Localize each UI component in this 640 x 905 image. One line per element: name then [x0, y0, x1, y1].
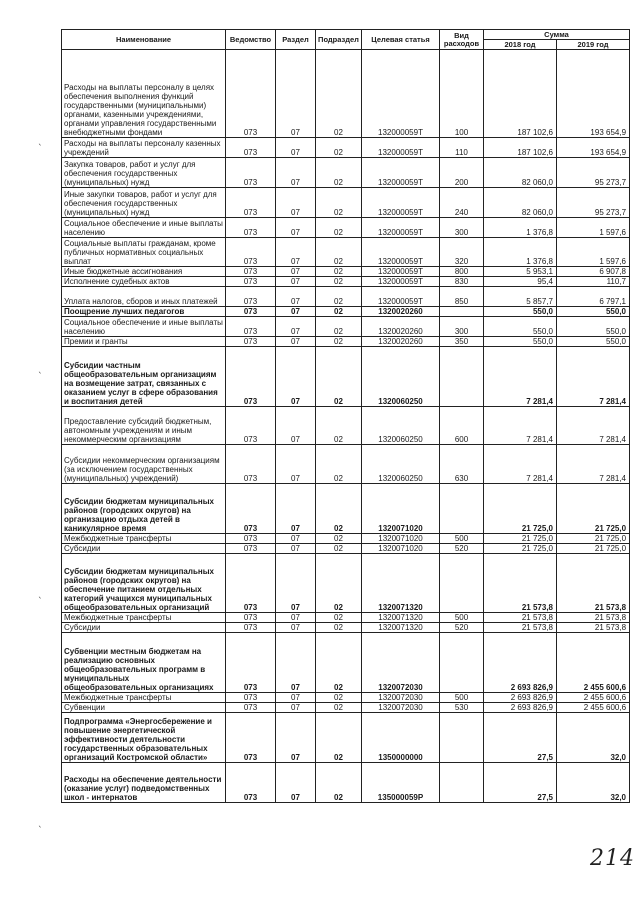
row-razdel: 07 [276, 484, 316, 534]
row-podrazdel: 02 [316, 534, 362, 544]
row-podrazdel: 02 [316, 445, 362, 484]
row-statya: 132000059Т [362, 238, 440, 267]
budget-table [61, 29, 630, 803]
row-razdel: 07 [276, 623, 316, 633]
table-row [62, 613, 630, 623]
row-sum-2018: 1 376,8 [484, 218, 557, 238]
margin-mark: ` [38, 597, 43, 607]
row-statya: 132000059Т [362, 138, 440, 158]
row-sum-2019: 21 725,0 [557, 534, 630, 544]
row-vid: 110 [440, 138, 484, 158]
table-row [62, 445, 630, 484]
row-podrazdel: 02 [316, 50, 362, 138]
table-row [62, 238, 630, 267]
row-vedomstvo: 073 [226, 347, 276, 407]
row-name: Иные бюджетные ассигнования [62, 267, 226, 277]
row-razdel: 07 [276, 188, 316, 218]
row-vid: 600 [440, 407, 484, 445]
header-year-2018: 2018 год [484, 40, 557, 50]
row-sum-2019: 95 273,7 [557, 188, 630, 218]
table-row [62, 307, 630, 317]
table-row [62, 407, 630, 445]
row-vid: 850 [440, 287, 484, 307]
row-podrazdel: 02 [316, 407, 362, 445]
row-vid: 520 [440, 623, 484, 633]
row-sum-2018: 95,4 [484, 277, 557, 287]
row-sum-2018: 7 281,4 [484, 347, 557, 407]
row-statya: 1320060250 [362, 445, 440, 484]
row-podrazdel: 02 [316, 693, 362, 703]
row-vedomstvo: 073 [226, 763, 276, 803]
table-row [62, 138, 630, 158]
row-vedomstvo: 073 [226, 138, 276, 158]
row-statya: 1320071320 [362, 623, 440, 633]
row-name: Расходы на обеспечение деятельности (оказание услуг) подведомственных школ - интернатов [62, 763, 226, 803]
row-sum-2018: 187 102,6 [484, 50, 557, 138]
row-podrazdel: 02 [316, 158, 362, 188]
row-sum-2019: 2 455 600,6 [557, 693, 630, 703]
row-sum-2019: 2 455 600,6 [557, 703, 630, 713]
row-vid: 830 [440, 277, 484, 287]
row-statya: 1320072030 [362, 703, 440, 713]
margin-mark: ` [38, 144, 43, 154]
row-podrazdel: 02 [316, 138, 362, 158]
row-sum-2019: 21 573,8 [557, 554, 630, 613]
row-vedomstvo: 073 [226, 623, 276, 633]
row-sum-2019: 7 281,4 [557, 407, 630, 445]
row-vedomstvo: 073 [226, 484, 276, 534]
header-name: Наименование [62, 30, 226, 50]
row-sum-2019: 193 654,9 [557, 50, 630, 138]
row-vedomstvo: 073 [226, 544, 276, 554]
row-sum-2019: 21 573,8 [557, 613, 630, 623]
table-row [62, 484, 630, 534]
row-name: Межбюджетные трансферты [62, 693, 226, 703]
row-razdel: 07 [276, 218, 316, 238]
row-statya: 132000059Т [362, 218, 440, 238]
row-podrazdel: 02 [316, 287, 362, 307]
row-name: Закупка товаров, работ и услуг для обеспечения государственных (муниципальных) нужд [62, 158, 226, 188]
row-vedomstvo: 073 [226, 445, 276, 484]
row-sum-2018: 2 693 826,9 [484, 633, 557, 693]
row-razdel: 07 [276, 544, 316, 554]
row-name: Поощрение лучших педагогов [62, 307, 226, 317]
margin-mark: ` [38, 826, 43, 836]
row-sum-2019: 95 273,7 [557, 158, 630, 188]
row-vid: 630 [440, 445, 484, 484]
row-razdel: 07 [276, 158, 316, 188]
row-name: Субсидии [62, 623, 226, 633]
row-sum-2018: 21 725,0 [484, 534, 557, 544]
row-podrazdel: 02 [316, 218, 362, 238]
row-sum-2018: 27,5 [484, 713, 557, 763]
table-row [62, 218, 630, 238]
row-podrazdel: 02 [316, 544, 362, 554]
row-name: Премии и гранты [62, 337, 226, 347]
row-statya: 1320071320 [362, 613, 440, 623]
row-statya: 1320060250 [362, 347, 440, 407]
header-year-2019: 2019 год [557, 40, 630, 50]
row-razdel: 07 [276, 633, 316, 693]
row-podrazdel: 02 [316, 238, 362, 267]
row-statya: 1350000000 [362, 713, 440, 763]
row-vedomstvo: 073 [226, 267, 276, 277]
row-name: Расходы на выплаты персоналу казенных учреждений [62, 138, 226, 158]
row-statya: 132000059Т [362, 277, 440, 287]
row-statya: 132000059Т [362, 158, 440, 188]
header-podrazdel: Подраздел [316, 30, 362, 50]
row-sum-2018: 7 281,4 [484, 445, 557, 484]
row-sum-2018: 2 693 826,9 [484, 693, 557, 703]
row-podrazdel: 02 [316, 188, 362, 218]
table-row [62, 267, 630, 277]
row-razdel: 07 [276, 287, 316, 307]
row-razdel: 07 [276, 347, 316, 407]
table-row [62, 337, 630, 347]
table-row [62, 693, 630, 703]
row-sum-2018: 82 060,0 [484, 188, 557, 218]
table-row [62, 188, 630, 218]
row-statya: 1320020260 [362, 307, 440, 317]
row-vid [440, 554, 484, 613]
row-vedomstvo: 073 [226, 703, 276, 713]
header-statya: Целевая статья [362, 30, 440, 50]
row-sum-2018: 21 725,0 [484, 544, 557, 554]
row-vedomstvo: 073 [226, 554, 276, 613]
row-podrazdel: 02 [316, 317, 362, 337]
row-razdel: 07 [276, 407, 316, 445]
row-sum-2019: 21 573,8 [557, 623, 630, 633]
row-name: Предоставление субсидий бюджетным, автономным учреждениям и иным некоммерческим организациям [62, 407, 226, 445]
row-vedomstvo: 073 [226, 188, 276, 218]
row-sum-2019: 32,0 [557, 713, 630, 763]
row-statya: 1320071020 [362, 534, 440, 544]
row-podrazdel: 02 [316, 623, 362, 633]
table-row [62, 623, 630, 633]
row-vid: 240 [440, 188, 484, 218]
row-razdel: 07 [276, 693, 316, 703]
row-razdel: 07 [276, 613, 316, 623]
row-vid: 300 [440, 218, 484, 238]
row-razdel: 07 [276, 238, 316, 267]
row-vid: 500 [440, 693, 484, 703]
row-name: Иные закупки товаров, работ и услуг для обеспечения государственных (муниципальных) нужд [62, 188, 226, 218]
row-podrazdel: 02 [316, 277, 362, 287]
row-podrazdel: 02 [316, 337, 362, 347]
row-vedomstvo: 073 [226, 407, 276, 445]
row-razdel: 07 [276, 554, 316, 613]
row-vid [440, 307, 484, 317]
row-sum-2019: 21 725,0 [557, 544, 630, 554]
row-podrazdel: 02 [316, 703, 362, 713]
row-sum-2018: 7 281,4 [484, 407, 557, 445]
row-sum-2018: 27,5 [484, 763, 557, 803]
row-vid: 530 [440, 703, 484, 713]
row-sum-2019: 193 654,9 [557, 138, 630, 158]
row-statya: 1320020260 [362, 317, 440, 337]
header-razdel: Раздел [276, 30, 316, 50]
row-podrazdel: 02 [316, 267, 362, 277]
page-number: 214 [590, 846, 635, 871]
row-sum-2019: 2 455 600,6 [557, 633, 630, 693]
row-vedomstvo: 073 [226, 307, 276, 317]
row-name: Исполнение судебных актов [62, 277, 226, 287]
table-row [62, 633, 630, 693]
table-row [62, 317, 630, 337]
margin-mark: ` [38, 372, 43, 382]
row-podrazdel: 02 [316, 763, 362, 803]
row-razdel: 07 [276, 713, 316, 763]
row-vedomstvo: 073 [226, 158, 276, 188]
row-sum-2019: 7 281,4 [557, 445, 630, 484]
row-name: Уплата налогов, сборов и иных платежей [62, 287, 226, 307]
row-sum-2019: 550,0 [557, 337, 630, 347]
row-sum-2018: 21 573,8 [484, 554, 557, 613]
row-vid: 320 [440, 238, 484, 267]
budget-table-sheet [61, 29, 629, 803]
row-vedomstvo: 073 [226, 50, 276, 138]
row-name: Подпрограмма «Энергосбережение и повышение энергетической эффективности деятельности государственных образовательных организаций Костромской области» [62, 713, 226, 763]
row-name: Субсидии частным общеобразовательным организациям на возмещение затрат, связанных с оказанием услуг в сфере образования и воспитания детей [62, 347, 226, 407]
row-sum-2019: 21 725,0 [557, 484, 630, 534]
row-sum-2018: 21 725,0 [484, 484, 557, 534]
row-name: Субсидии бюджетам муниципальных районов (городских округов) на организацию отдыха детей в каникулярное время [62, 484, 226, 534]
table-row [62, 50, 630, 138]
header-vid: Вид расходов [440, 30, 484, 50]
row-razdel: 07 [276, 337, 316, 347]
row-sum-2019: 550,0 [557, 307, 630, 317]
row-vid: 350 [440, 337, 484, 347]
row-name: Социальное обеспечение и иные выплаты населению [62, 317, 226, 337]
row-podrazdel: 02 [316, 307, 362, 317]
row-sum-2018: 5 953,1 [484, 267, 557, 277]
row-statya: 1320071020 [362, 544, 440, 554]
row-name: Расходы на выплаты персоналу в целях обеспечения выполнения функций государственными (муниципальными) органами, казенными учреждениями, органами управления государственными внебюджетными фондами [62, 50, 226, 138]
table-row [62, 347, 630, 407]
row-sum-2019: 7 281,4 [557, 347, 630, 407]
row-razdel: 07 [276, 277, 316, 287]
row-vedomstvo: 073 [226, 277, 276, 287]
row-vid [440, 484, 484, 534]
row-razdel: 07 [276, 307, 316, 317]
row-razdel: 07 [276, 267, 316, 277]
row-razdel: 07 [276, 534, 316, 544]
table-row [62, 554, 630, 613]
table-row [62, 763, 630, 803]
row-name: Субсидии [62, 544, 226, 554]
row-podrazdel: 02 [316, 554, 362, 613]
row-vedomstvo: 073 [226, 613, 276, 623]
row-razdel: 07 [276, 50, 316, 138]
row-vedomstvo: 073 [226, 713, 276, 763]
row-name: Межбюджетные трансферты [62, 613, 226, 623]
row-vedomstvo: 073 [226, 337, 276, 347]
row-sum-2019: 6 797,1 [557, 287, 630, 307]
row-sum-2018: 2 693 826,9 [484, 703, 557, 713]
row-name: Субвенции местным бюджетам на реализацию основных общеобразовательных программ в муниципальных общеобразовательных организациях [62, 633, 226, 693]
row-sum-2018: 187 102,6 [484, 138, 557, 158]
row-sum-2019: 550,0 [557, 317, 630, 337]
table-row [62, 713, 630, 763]
row-name: Субвенции [62, 703, 226, 713]
row-statya: 132000059Т [362, 287, 440, 307]
row-razdel: 07 [276, 763, 316, 803]
row-sum-2019: 1 597,6 [557, 238, 630, 267]
row-sum-2019: 6 907,8 [557, 267, 630, 277]
row-sum-2018: 5 857,7 [484, 287, 557, 307]
row-vid: 300 [440, 317, 484, 337]
table-row [62, 703, 630, 713]
row-statya: 132000059Т [362, 267, 440, 277]
row-sum-2018: 1 376,8 [484, 238, 557, 267]
row-statya: 1320020260 [362, 337, 440, 347]
row-sum-2018: 21 573,8 [484, 623, 557, 633]
header-vedomstvo: Ведомство [226, 30, 276, 50]
row-razdel: 07 [276, 445, 316, 484]
row-razdel: 07 [276, 317, 316, 337]
row-podrazdel: 02 [316, 613, 362, 623]
row-vid [440, 763, 484, 803]
row-vid: 500 [440, 534, 484, 544]
table-row [62, 287, 630, 307]
row-vedomstvo: 073 [226, 633, 276, 693]
row-sum-2018: 550,0 [484, 337, 557, 347]
row-vedomstvo: 073 [226, 218, 276, 238]
row-razdel: 07 [276, 703, 316, 713]
row-sum-2019: 110,7 [557, 277, 630, 287]
row-name: Социальные выплаты гражданам, кроме публичных нормативных социальных выплат [62, 238, 226, 267]
row-sum-2018: 550,0 [484, 307, 557, 317]
table-body [62, 50, 630, 803]
row-vedomstvo: 073 [226, 317, 276, 337]
row-vid [440, 713, 484, 763]
row-podrazdel: 02 [316, 713, 362, 763]
row-podrazdel: 02 [316, 347, 362, 407]
table-row [62, 544, 630, 554]
row-sum-2019: 1 597,6 [557, 218, 630, 238]
row-sum-2018: 550,0 [484, 317, 557, 337]
row-statya: 1320071020 [362, 484, 440, 534]
row-razdel: 07 [276, 138, 316, 158]
row-podrazdel: 02 [316, 484, 362, 534]
row-sum-2019: 32,0 [557, 763, 630, 803]
row-vid: 500 [440, 613, 484, 623]
row-name: Межбюджетные трансферты [62, 534, 226, 544]
table-row [62, 277, 630, 287]
row-vid [440, 347, 484, 407]
row-statya: 1320071320 [362, 554, 440, 613]
row-vedomstvo: 073 [226, 534, 276, 544]
row-statya: 1320060250 [362, 407, 440, 445]
row-vedomstvo: 073 [226, 238, 276, 267]
row-vid [440, 633, 484, 693]
table-row [62, 534, 630, 544]
row-statya: 132000059Т [362, 50, 440, 138]
row-vedomstvo: 073 [226, 693, 276, 703]
row-statya: 132000059Т [362, 188, 440, 218]
row-sum-2018: 82 060,0 [484, 158, 557, 188]
row-statya: 1320072030 [362, 633, 440, 693]
row-vid: 100 [440, 50, 484, 138]
row-vedomstvo: 073 [226, 287, 276, 307]
row-name: Субсидии некоммерческим организациям (за исключением государственных (муниципальных) учреждений) [62, 445, 226, 484]
row-podrazdel: 02 [316, 633, 362, 693]
row-statya: 135000059Р [362, 763, 440, 803]
row-name: Субсидии бюджетам муниципальных районов (городских округов) на обеспечение питанием отдельных категорий учащихся муниципальных общеобразовательных организаций [62, 554, 226, 613]
row-vid: 800 [440, 267, 484, 277]
row-name: Социальное обеспечение и иные выплаты населению [62, 218, 226, 238]
table-row [62, 158, 630, 188]
row-vid: 520 [440, 544, 484, 554]
row-sum-2018: 21 573,8 [484, 613, 557, 623]
row-vid: 200 [440, 158, 484, 188]
row-statya: 1320072030 [362, 693, 440, 703]
header-summa: Сумма [484, 30, 630, 40]
